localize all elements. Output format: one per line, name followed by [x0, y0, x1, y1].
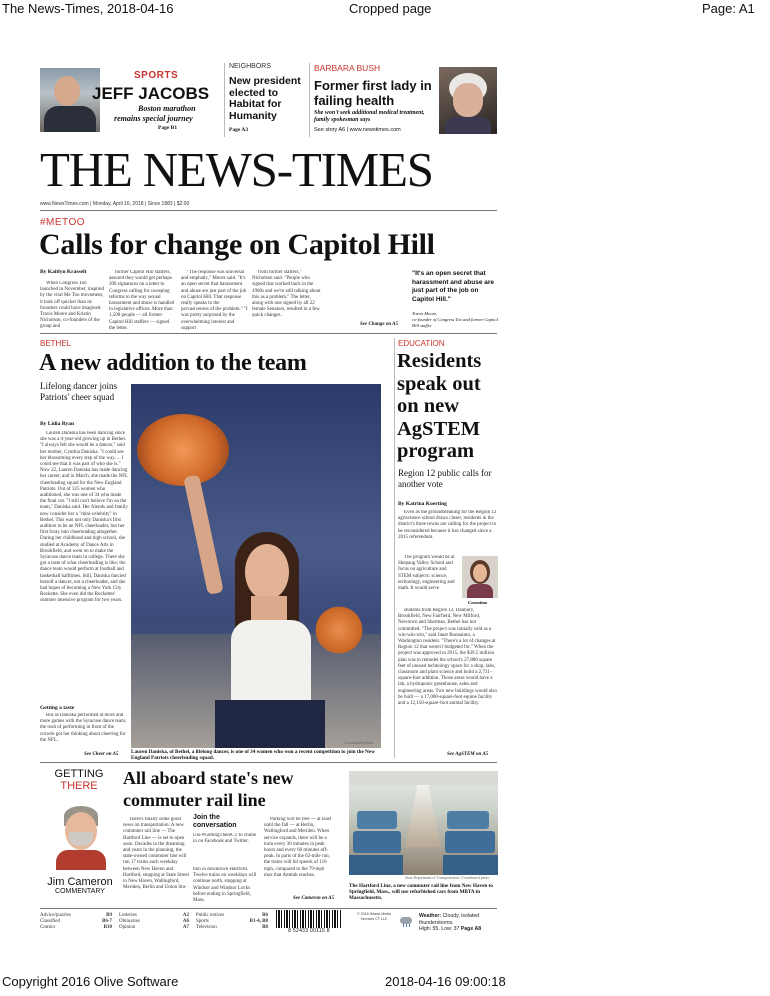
sports-sub2: remains special journey — [114, 114, 193, 123]
columnist-name: Jim Cameron — [47, 876, 113, 888]
index-item[interactable]: Television B8 — [196, 925, 268, 931]
getting-there-kicker — [48, 768, 110, 792]
metoo-kicker: #METOO — [40, 217, 86, 228]
index-item[interactable]: Advice/puzzles B9 — [40, 913, 112, 918]
join-conversation-title: Join the conversation — [193, 814, 237, 829]
viewer-copyright: Copyright 2016 Olive Software — [2, 974, 179, 989]
metoo-col1: When Congress Too launched in November, inspired by the viral Me Too movement, it took off quicker than its founders could have imagined. Travis Moore and Kristin Nicholson, co-founders of the group and — [40, 281, 104, 330]
metoo-headline[interactable]: Calls for change on Capitol Hill — [39, 228, 435, 261]
metoo-pullquote: "It's an open secret that harassment and abuse are just part of the job on Capitol Hill." — [412, 270, 495, 303]
weather-icon — [398, 914, 414, 928]
rail-jump[interactable]: See Cameron on A5 — [293, 896, 335, 901]
masthead-title: THE NEWS-TIMES — [40, 142, 433, 197]
index-item[interactable]: Comics B10 — [40, 925, 112, 931]
bethel-headline[interactable]: A new addition to the team — [39, 350, 307, 376]
education-headline[interactable]: Residents speak out on new AgSTEM program — [397, 350, 482, 462]
index-item[interactable]: Obituaries A6 — [119, 919, 189, 925]
cheer-caption: Lauren Daniska, of Bethel, a lifelong dancer, is one of 34 women who won a recent competition to join the New England Patriots cheerleading squad. — [131, 749, 375, 762]
bethel-jump[interactable]: See Cheer on A5 — [84, 752, 119, 757]
weather-block — [419, 913, 501, 933]
bush-page-ref: See story A6 | www.newstimes.com — [314, 127, 401, 133]
bethel-deck: Lifelong dancer joins Patriots' cheer squad — [40, 381, 117, 402]
index-item[interactable]: Opinion A7 — [119, 925, 189, 931]
neighbors-kicker: NEIGHBORS — [229, 63, 272, 70]
photo-credit-train: State Department of Transportation / Contributed photo — [405, 876, 490, 880]
index-col3 — [196, 913, 268, 932]
index-item[interactable]: Public notices B6 — [196, 913, 268, 918]
rail-col1: There's finally some good news on transportation: A new commuter rail line — The Hartford Line — is set to open soon. Decades in the dreaming and years in the planning, the state-owned commuter line will run 17 trains each weekday between New Haven and Hartford, stopping at State Street in New Haven, Wallingford, Meriden, Berlin and Union Sta- — [123, 817, 189, 891]
getting-label: GETTING — [54, 768, 104, 780]
index-col1 — [40, 913, 112, 932]
education-body-narrow: The program would be at Shepaug Valley School and focus on agriculture and STEM subjects: science, technology, engineering and math. It would serve — [398, 555, 455, 592]
photo-credit-cheer: Contributed photo — [344, 740, 374, 745]
cosentino-caption: Cosentino — [468, 600, 488, 605]
copyright-small: © 2018 Hearst Media Services CT LLC — [357, 912, 392, 921]
metoo-byline: By Kaitlyn Krasselt — [40, 269, 87, 275]
rail-col3: Parking will be free — at least until the fall — at Berlin, Wallingford and Meriden. When service expands, there will be a train every 30 minutes in peak hours and every 60 minutes off-peak. In parts of the 62-mile run, the trains will hit speeds of 110 mph, compared to the 79-mph max that Amtrak reaches. — [264, 817, 332, 878]
education-body: Even as the groundbreaking for the Region 12 agriscience school draws closer, residents in the district's three towns are calling for the project to be reconsidered because it has changed since a 2015 referendum. — [398, 510, 497, 540]
jeff-jacobs-photo — [40, 68, 100, 132]
train-interior-photo — [349, 771, 498, 875]
bethel-body: Lauren Daniska has been dancing since she was a 4-year-old growing up in Bethel. "I always felt she would be a dancer," said her mother, Cynthia Daniska. "I could see her blossoming every step of the way. ... I could see that it was part of who she is." Now 22, Lauren Daniska has made dancing her career, and in March, she made the NFL cheerleading squad for the New England Patriots. Out of 325 women who auditioned, she was one of 34 who made the final cut. "I still can't believe I'm on the team," Daniska said. Her friends and family now consider her a "mini-celebrity" in Bethel. This was not only Daniska's first audition to be an NFL cheerleader, but her first foray into cheerleading altogether. During her childhood and high school, she studied at Academy of Dance Arts in Brookfield, and went on to make the Syracuse dance team in college. There she got a taste of what cheerleading is like; the dance team would perform at football and basketball halftimes. Still, Daniska fancied herself a dancer, not a cheerleader, and she had hopes of becoming a New York City Rockette. She even did the Rockettes' summer intensive program for two years. — [40, 431, 128, 604]
bush-headline[interactable]: Former first lady in failing health — [314, 78, 432, 108]
viewer-crop-label: Cropped page — [349, 1, 432, 16]
education-jump[interactable]: See AgSTEM on A5 — [447, 752, 489, 757]
bethel-kicker: BETHEL — [40, 339, 72, 348]
viewer-page-number: Page: A1 — [702, 1, 755, 16]
barcode — [276, 910, 342, 928]
metoo-col2: former Capitol Hill staffers, assured they would get perhaps 300 signatures on a letter to Congress calling for sweeping reforms to the way sexual harassment and abuse is handled in legislative offices. More than 1,500 people — all former Capitol Hill staffers — signed the letter. — [109, 270, 175, 331]
education-byline: By Katrina Koerting — [398, 501, 447, 507]
metoo-col4: from former staffers," Nicholson said. "People who signed that worked back in the 1960s and we're still talking about this as a problem." The letter, along with one signed by all 22 female Senators, resulted in a few quick changes. — [252, 270, 321, 319]
weather-text: Cloudy, isolated thunderstorms. — [419, 913, 480, 926]
sports-name[interactable]: JEFF JACOBS — [92, 84, 210, 103]
weather-hilo: High: 55. Low: 37 — [419, 926, 460, 932]
index-item[interactable]: Lotteries A2 — [119, 913, 189, 918]
index-item[interactable]: Sports B1-4, B8 — [196, 919, 268, 925]
sports-kicker: SPORTS — [134, 70, 179, 81]
metoo-col3: "The response was universal and emphatic," Moore said. "It's an open secret that harassment and abuse are just part of the job on Capitol Hill. That response really speaks to the pervasiveness of the problem." "I was pretty surprised by the overwhelming interest and support — [181, 270, 248, 331]
index-item[interactable]: Classified B6-7 — [40, 919, 112, 925]
cosentino-photo — [462, 556, 498, 598]
bush-kicker: BARBARA BUSH — [314, 63, 381, 73]
metoo-attrib-name: Travis Moore, — [412, 311, 438, 316]
viewer-timestamp: 2018-04-16 09:00:18 — [385, 974, 506, 989]
barcode-digits: 8 52433 00115 8 — [288, 928, 330, 934]
barbara-bush-photo — [439, 67, 497, 134]
education-kicker: EDUCATION — [398, 339, 445, 348]
metoo-jump[interactable]: See Change on A5 — [360, 322, 399, 327]
viewer-title: The News-Times, 2018-04-16 — [2, 1, 174, 16]
join-conversation-body: Use #GettingThereCT to chime in on Facebook and Twitter. — [193, 833, 257, 845]
there-label: THERE — [60, 780, 98, 792]
neighbors-page-ref: Page A3 — [229, 127, 249, 133]
weather-label: Weather: — [419, 913, 442, 919]
rail-headline[interactable]: All aboard state's new commuter rail line — [123, 768, 294, 810]
jim-cameron-photo — [50, 800, 112, 870]
weather-page-ref[interactable]: Page A8 — [460, 926, 482, 932]
bethel-subhead: Getting a taste — [40, 705, 75, 711]
train-caption: The Hartford Line, a new commuter rail line from New Haven to Springfield, Mass., will use refurbished cars from MBTA in Massachusetts. — [349, 883, 493, 902]
cheerleader-photo — [131, 384, 381, 748]
bethel-byline: By Lidia Ryan — [40, 421, 75, 427]
sports-sub1: Boston marathon — [138, 104, 196, 113]
rail-col2b: tion in downtown Hartford. Twelve trains on weekdays will continue north, stopping at Windsor and Windsor Locks before ending in Springfield, Mass. — [193, 867, 257, 904]
columnist-role: COMMENTARY — [55, 888, 105, 895]
masthead-folio: www.NewsTimes.com | Monday, April 16, 2018 | Since 1883 | $2.00 — [40, 201, 190, 207]
education-body2: students from Region 12, Danbury, Brookfield, New Fairfield, New Milford, Newtown and Sherman. Bethel has not committed. "The project was initially sold as a win-win-win," said Janet Buonaiuto, a Washington resident. "There's a lot of changes at Region 12 that weren't budgeted for." When the project was approved in 2015, the $39.5 million plan was to remodel the school's 27,880 square feet of unused technology space for a shop, labs, classroom and plant science and build a 2,731-square-foot addition. Those areas would have a lab, a hydroponic greenhouse, sales and engineering areas. Two new buildings would also be built — a 17,000-square-foot equine facility and a 12,150-square-foot animal facility. — [398, 608, 497, 707]
bush-sub: She won't seek additional medical treatment, family spokesman says — [314, 110, 425, 123]
sports-page-ref: Page B1 — [158, 125, 178, 131]
education-deck: Region 12 public calls for another vote — [398, 468, 492, 489]
metoo-attrib-title: co-founder of Congress Too and former Capitol Hill staffer — [412, 317, 498, 328]
index-col2 — [119, 913, 189, 932]
neighbors-headline[interactable]: New president elected to Habitat for Humanity — [229, 75, 301, 122]
bethel-body2: But as Daniska performed at more and more games with the Syracuse dance team, the rush of performing in front of the crowds got her thinking about cheering for the NFL. — [40, 713, 127, 743]
